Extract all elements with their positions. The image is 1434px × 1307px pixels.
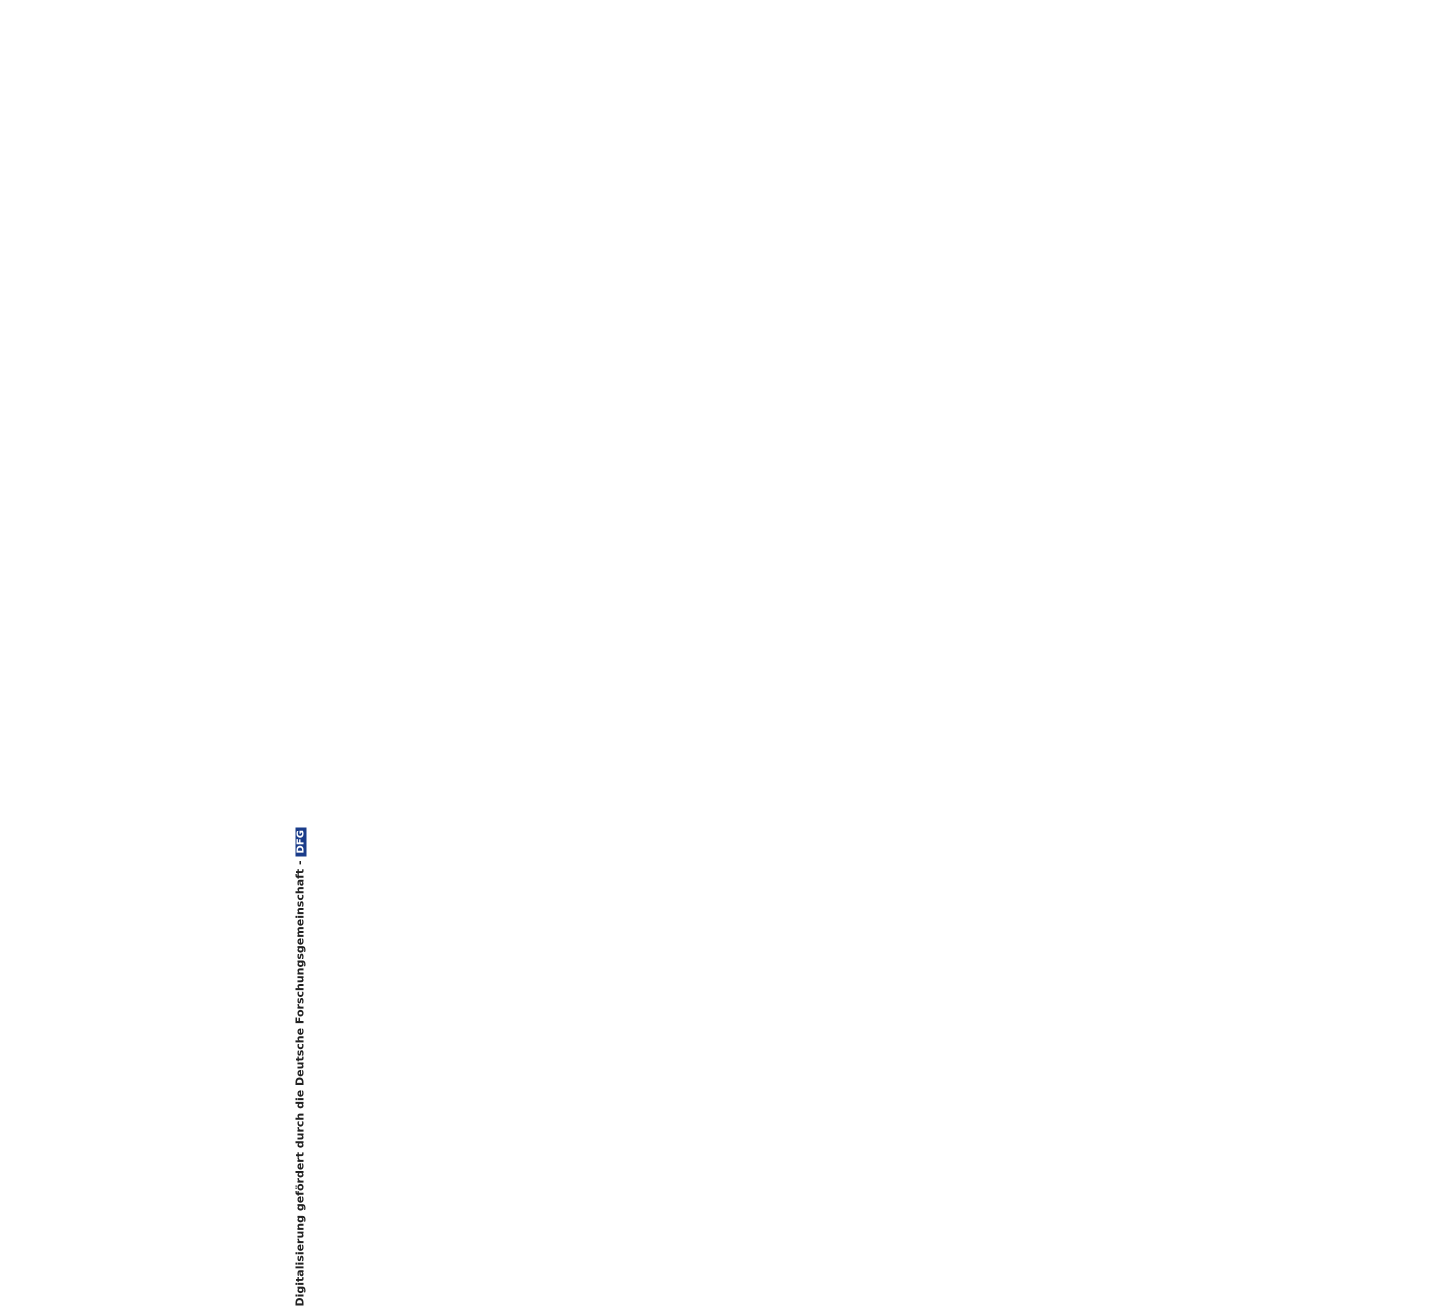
dfg-logo: DFG [296,827,307,856]
digitization-note [294,307,307,1307]
digitization-text: Digitalisierung gefördert durch die Deutsche Forschungsgemeinschaft - [293,860,307,1307]
